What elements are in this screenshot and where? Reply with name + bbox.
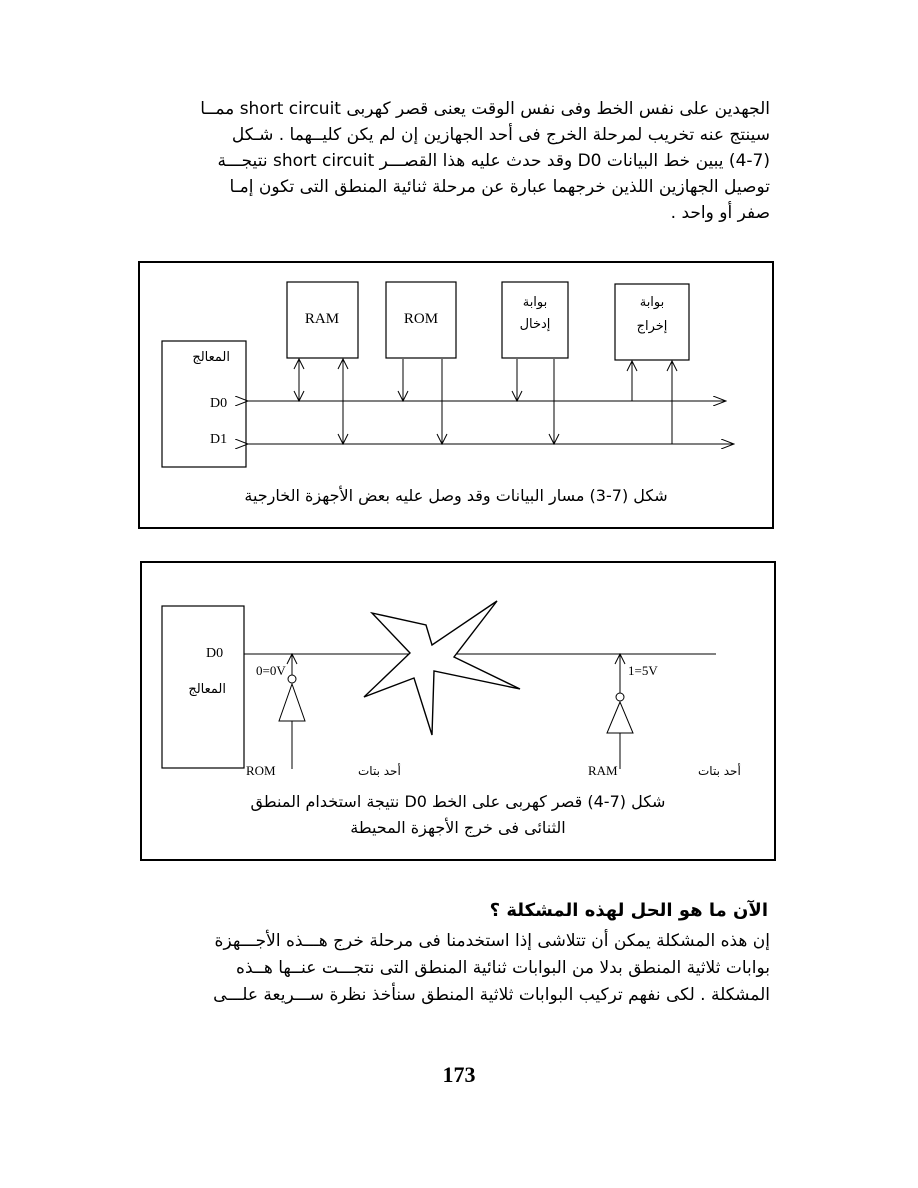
body-line: المشكلة . لكى نفهم تركيب البوابات ثلاثية المنطق سنأخذ نظرة ســـريعة علـــى [213, 985, 770, 1005]
output-port-label-1: بوابة [639, 295, 665, 310]
figure2-caption-line-2: الثنائى فى خرج الأجهزة المحيطة [350, 818, 566, 837]
intro-line: سينتج عنه تخريب لمرحلة الخرج فى أحد الجهازين إن لم يكن كليــهما . شـكل [231, 125, 770, 145]
d1-label: D1 [210, 432, 228, 447]
ram-label: RAM [304, 311, 340, 327]
rom-output-value: 0=0V [256, 663, 286, 678]
input-port-label-2: إدخال [519, 317, 551, 332]
figure-short-circuit [140, 561, 776, 861]
processor-label: المعالج [192, 350, 230, 365]
intro-paragraph [150, 96, 770, 226]
body-paragraph [138, 928, 770, 1009]
output-port-label-2: إخراج [636, 319, 668, 334]
ram-bit-device: RAM [588, 763, 618, 778]
figure2-caption [162, 789, 754, 841]
d0-label: D0 [210, 396, 228, 411]
figure1-caption: شكل (7-3) مسار البيانات وقد وصل عليه بعض الأجهزة الخارجية [244, 486, 668, 505]
intro-line: توصيل الجهازين اللذين خرجهما عبارة عن مرحلة ثنائية المنطق التى تكون إمـا [229, 177, 770, 197]
ram-bit-prefix: أحد بتات [698, 764, 741, 778]
intro-line: (4-7) يبين خط البيانات D0 وقد حدث عليه هذا القصـــر short circuit نتيجـــة [217, 151, 770, 171]
rom-bit-prefix: أحد بتات [358, 764, 401, 778]
body-line: إن هذه المشكلة يمكن أن تتلاشى إذا استخدمنا فى مرحلة خرج هـــذه الأجـــهزة [214, 931, 770, 951]
ram-output-value: 1=5V [628, 663, 658, 678]
rom-label: ROM [403, 311, 439, 327]
section-heading: الآن ما هو الحل لهذه المشكلة ؟ [489, 900, 768, 921]
short-circuit-spark-icon [364, 601, 520, 735]
input-port-label-1: بوابة [522, 295, 548, 310]
rom-bit-device: ROM [246, 763, 276, 778]
figure-data-bus [138, 261, 774, 529]
page-number: 173 [442, 1062, 476, 1087]
d0-label: D0 [206, 646, 224, 661]
processor-label: المعالج [188, 682, 226, 697]
body-line: بوابات ثلاثية المنطق بدلا من البوابات ثنائية المنطق التى نتجـــت عنــها هــذه [236, 958, 770, 978]
output-port-connections [627, 361, 677, 444]
intro-line: صفر أو واحد . [670, 203, 770, 223]
intro-line: الجهدين على نفس الخط وفى نفس الوقت يعنى قصر كهربى short circuit ممــا [200, 99, 770, 119]
figure2-caption-line-1: شكل (7-4) قصر كهربى على الخط D0 نتيجة استخدام المنطق [250, 792, 666, 811]
